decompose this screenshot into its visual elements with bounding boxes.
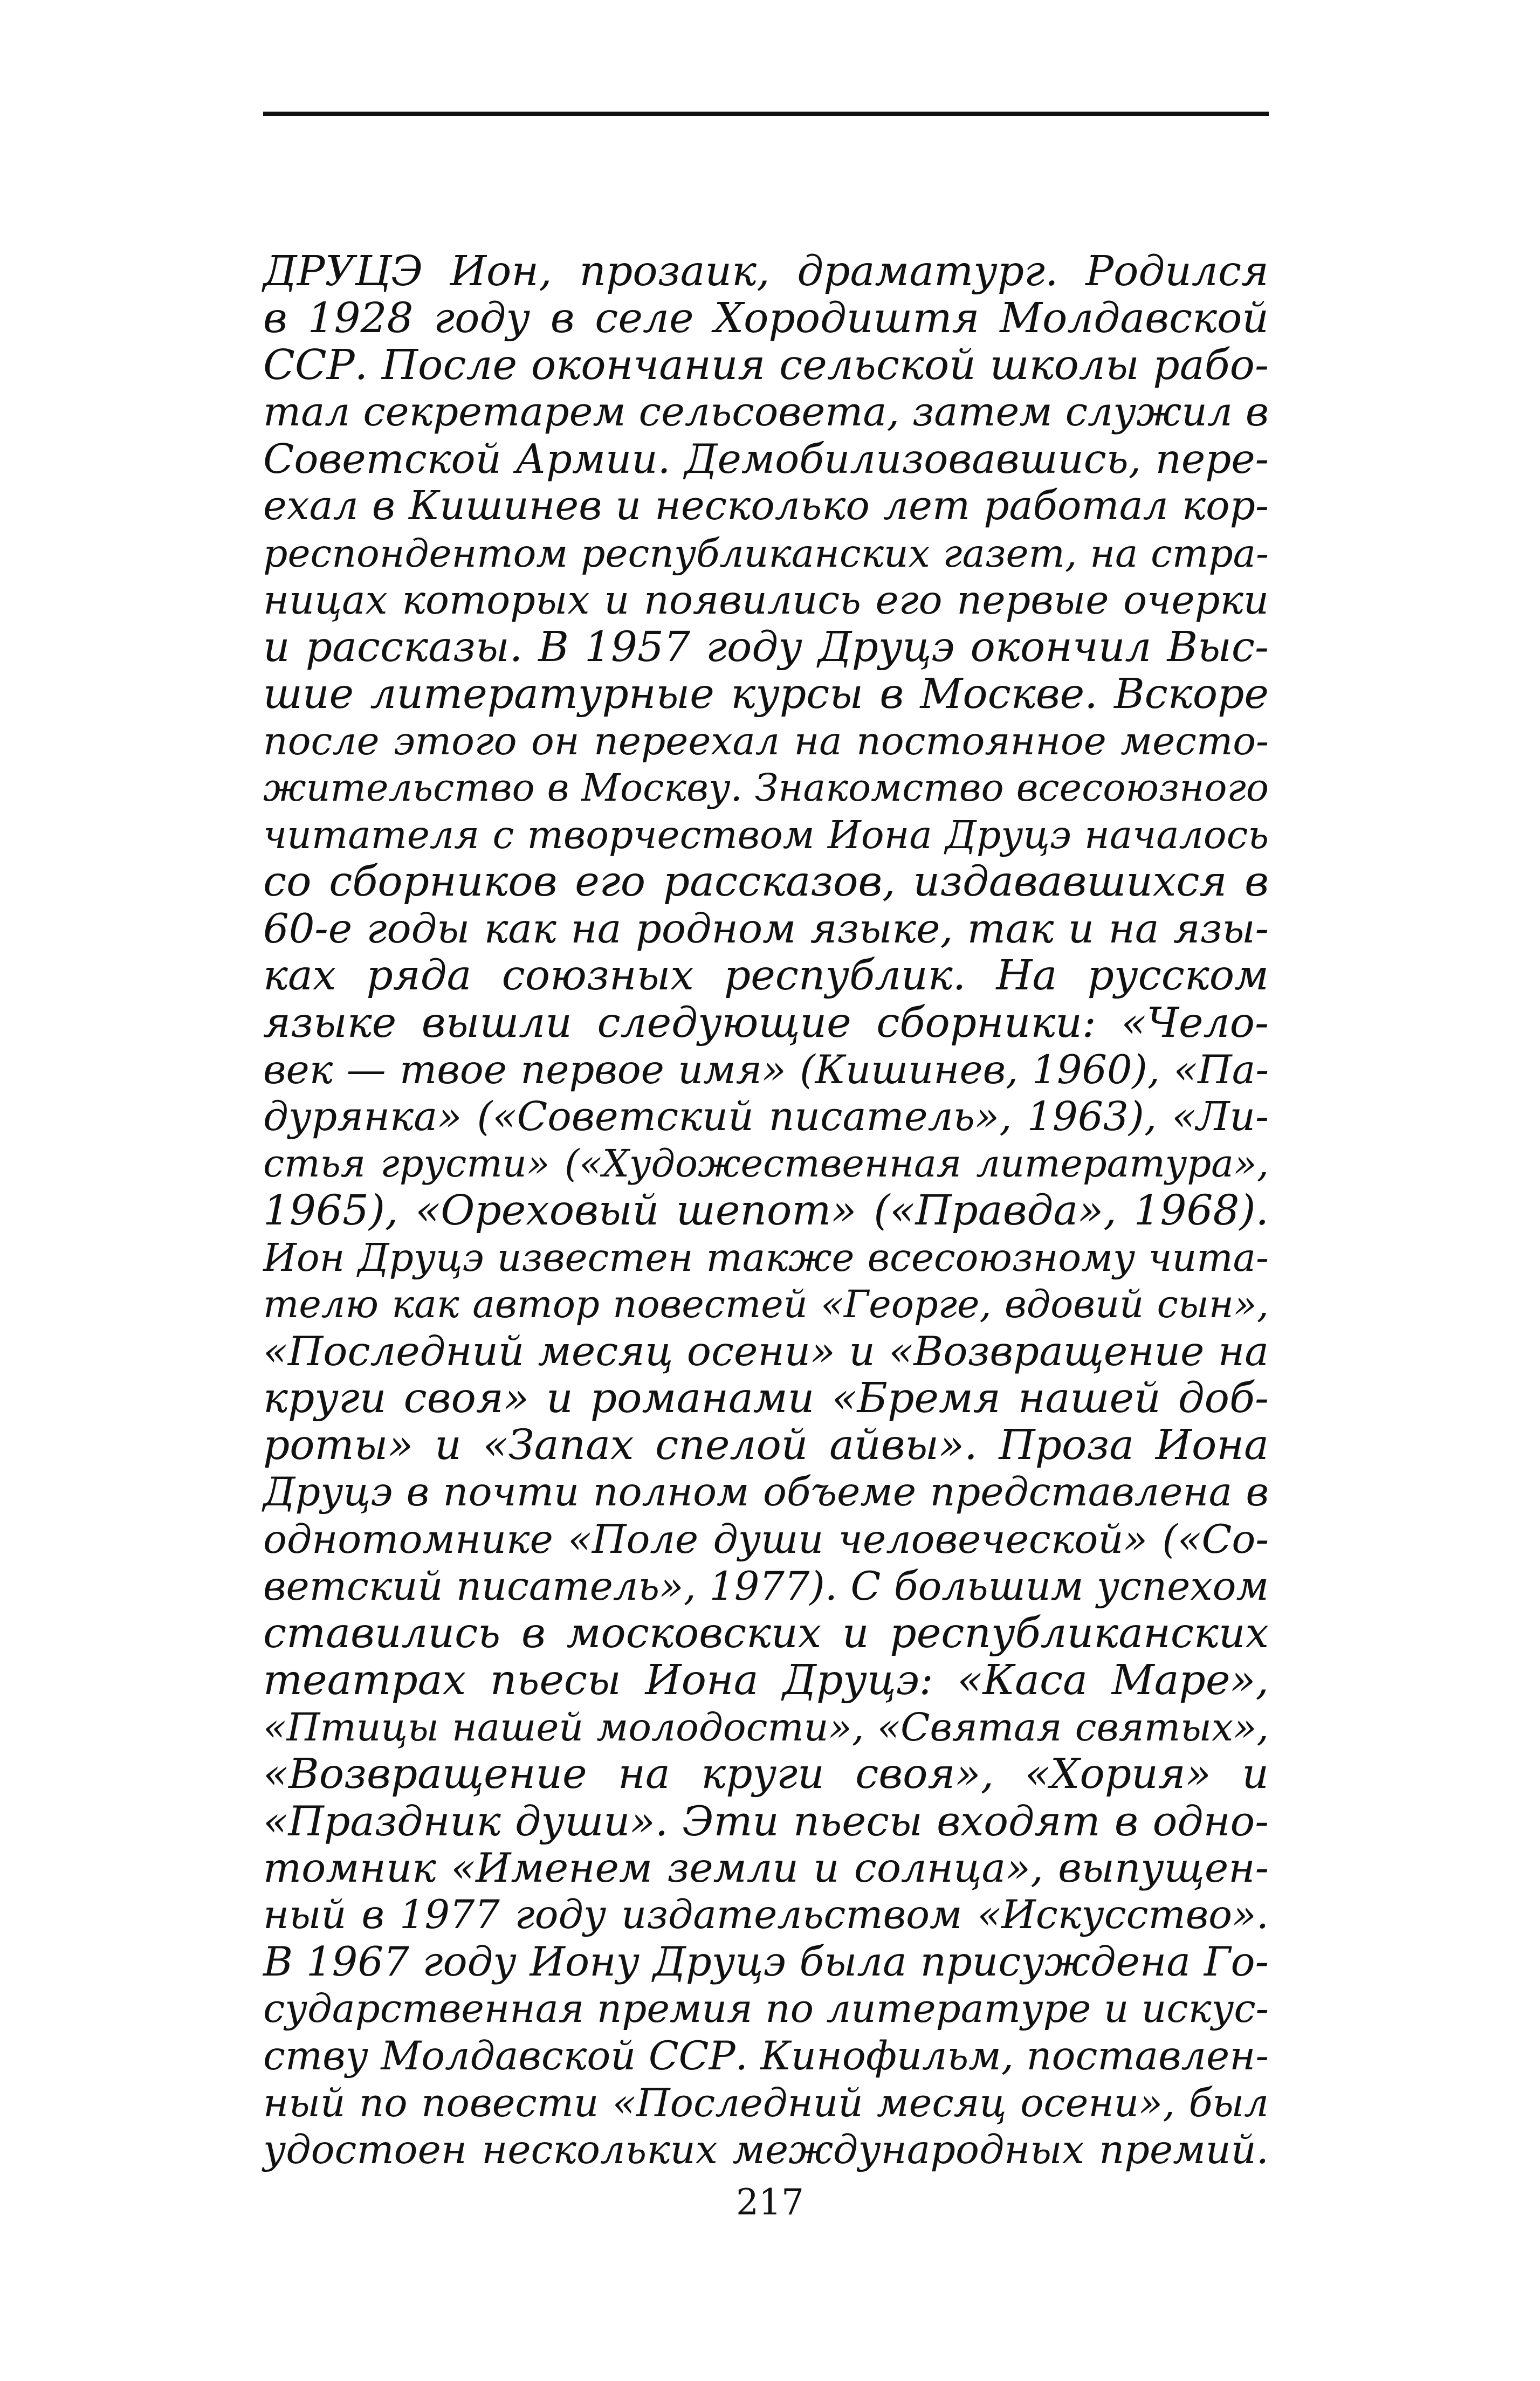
text-line: В 1967 году Иону Друцэ была присуждена Го- (263, 1938, 1269, 1986)
text-line: стья грусти» («Художественная литература», (263, 1141, 1269, 1186)
text-line: ный по повести «Последний месяц осени», был (263, 2080, 1269, 2125)
text-line: 1965), «Ореховый шепот» («Правда», 1968). (263, 1186, 1269, 1235)
text-line: «Птицы нашей молодости», «Святая святых», (263, 1704, 1269, 1750)
text-line: ству Молдавской ССР. Кинофильм, поставлен- (263, 2033, 1269, 2079)
top-rule (263, 112, 1269, 116)
text-line: «Возвращение на круги своя», «Хория» и (263, 1750, 1269, 1798)
text-line: ССР. После окончания сельской школы рабо- (263, 341, 1269, 390)
text-line: ДРУЦЭ Ион, прозаик, драматург. Родился (263, 247, 1269, 295)
text-line: роты» и «Запах спелой айвы». Проза Иона (263, 1421, 1269, 1470)
text-line: Ион Друцэ известен также всесоюзному чита- (263, 1235, 1269, 1280)
text-line: 60-е годы как на родном языке, так и на язы- (263, 905, 1269, 953)
text-line: театрах пьесы Иона Друцэ: «Каса Маре», (263, 1656, 1269, 1704)
text-line: тал секретарем сельсовета, затем служил в (263, 389, 1269, 436)
text-line: дурянка» («Советский писатель», 1963), «Ли- (263, 1093, 1269, 1140)
text-line: ках ряда союзных республик. На русском (263, 952, 1269, 1000)
text-line: респондентом республиканских газет, на стра- (263, 531, 1269, 576)
text-line: «Праздник души». Эти пьесы входят в одно- (263, 1797, 1269, 1846)
text-line: ставились в московских и республиканских (263, 1609, 1269, 1657)
text-line: ный в 1977 году издательством «Искусство». (263, 1892, 1269, 1938)
text-line: и рассказы. В 1957 году Друцэ окончил Выс- (263, 623, 1269, 671)
text-line: со сборников его рассказов, издававшихся в (263, 858, 1269, 906)
text-line: Советской Армии. Демобилизовавшись, пере- (263, 435, 1269, 483)
text-line: сударственная премия по литературе и искус- (263, 1986, 1269, 2032)
article-text (263, 248, 1269, 2173)
text-line: ветский писатель», 1977). С большим успехом (263, 1563, 1269, 1609)
text-line: телю как автор повестей «Георге, вдовий сын», (263, 1282, 1269, 1327)
text-line: ницах которых и появились его первые очерки (263, 577, 1269, 623)
text-line: языке вышли следующие сборники: «Чело- (263, 999, 1269, 1047)
text-line: «Последний месяц осени» и «Возвращение на (263, 1327, 1269, 1375)
text-line: ехал в Кишинев и несколько лет работал кор- (263, 483, 1269, 529)
text-line: круги своя» и романами «Бремя нашей доб- (263, 1374, 1269, 1423)
text-line: читателя с творчеством Иона Друцэ началось (263, 813, 1269, 858)
page-number: 217 (736, 2182, 804, 2223)
text-line: Друцэ в почти полном объеме представлена в (263, 1469, 1269, 1516)
text-line: шие литературные курсы в Москве. Вскоре (263, 670, 1269, 718)
text-line: в 1928 году в селе Хородиштя Молдавской (263, 294, 1269, 343)
text-line: томник «Именем земли и солнца», выпущен- (263, 1844, 1269, 1892)
text-line: после этого он переехал на постоянное место- (263, 718, 1269, 763)
text-line: век — твое первое имя» (Кишинев, 1960), «Па- (263, 1047, 1269, 1093)
text-line: удостоен нескольких международных премий. (263, 2127, 1269, 2173)
text-line: однотомнике «Поле души человеческой» («Со- (263, 1516, 1269, 1563)
text-line: жительство в Москву. Знакомство всесоюзного (263, 766, 1269, 810)
